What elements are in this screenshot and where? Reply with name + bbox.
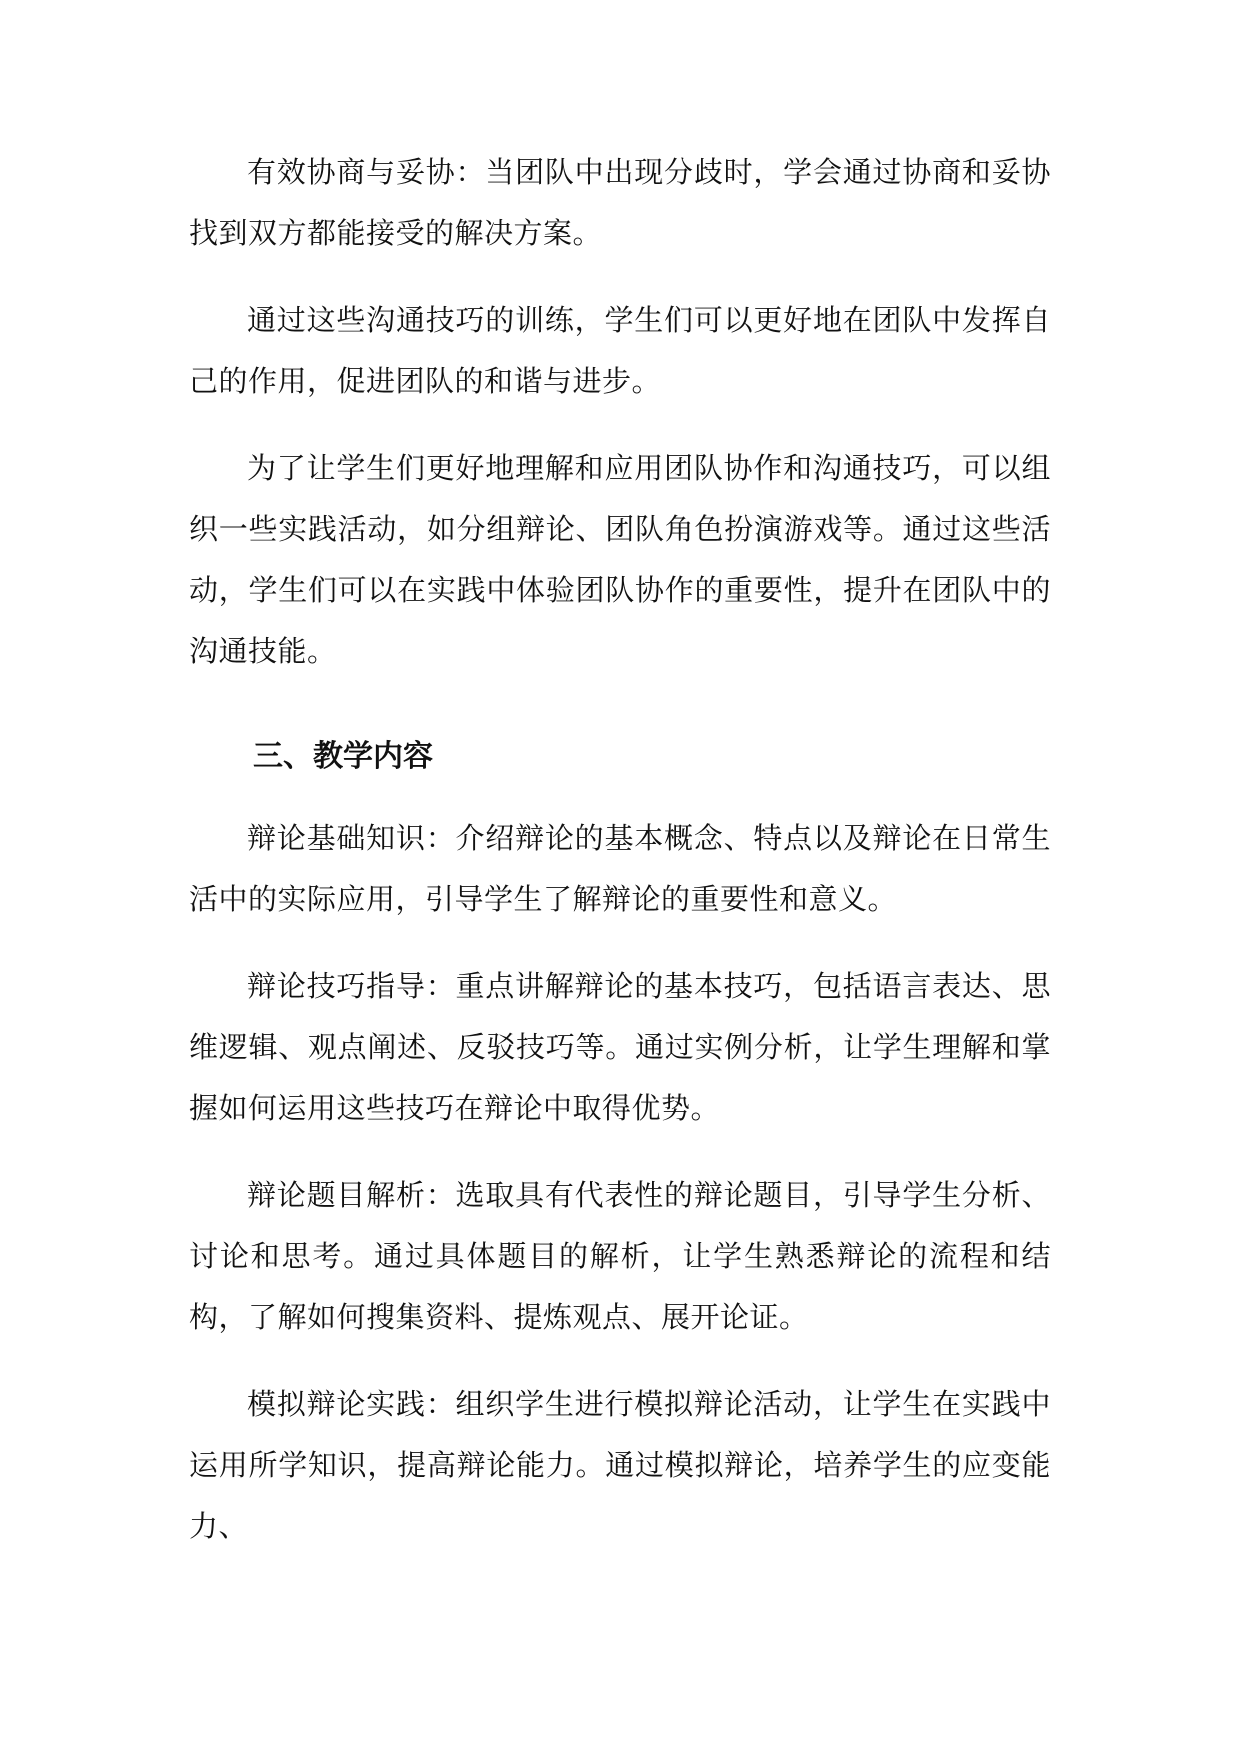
paragraph-debate-skills: 辩论技巧指导：重点讲解辩论的基本技巧，包括语言表达、思维逻辑、观点阐述、反驳技巧等。通过实例分析，让学生理解和掌握如何运用这些技巧在辩论中取得优势。 (189, 969, 1051, 1125)
paragraph-practice-activities: 为了让学生们更好地理解和应用团队协作和沟通技巧，可以组织一些实践活动，如分组辩论、团队角色扮演游戏等。通过这些活动，学生们可以在实践中体验团队协作的重要性，提升在团队中的沟通技能。 (189, 451, 1051, 668)
paragraph-mock-debate: 模拟辩论实践：组织学生进行模拟辩论活动，让学生在实践中运用所学知识，提高辩论能力。通过模拟辩论，培养学生的应变能力、 (189, 1387, 1051, 1543)
section-heading-teaching-content: 三、教学内容 (253, 739, 433, 774)
paragraph-debate-basics: 辩论基础知识：介绍辩论的基本概念、特点以及辩论在日常生活中的实际应用，引导学生了解辩论的重要性和意义。 (189, 821, 1051, 916)
paragraph-negotiation: 有效协商与妥协：当团队中出现分歧时，学会通过协商和妥协找到双方都能接受的解决方案。 (189, 155, 1051, 250)
page-content (189, 142, 1051, 1583)
paragraph-communication-training: 通过这些沟通技巧的训练，学生们可以更好地在团队中发挥自己的作用，促进团队的和谐与进步。 (189, 303, 1051, 398)
paragraph-debate-topics: 辩论题目解析：选取具有代表性的辩论题目，引导学生分析、讨论和思考。通过具体题目的解析，让学生熟悉辩论的流程和结构，了解如何搜集资料、提炼观点、展开论证。 (189, 1178, 1051, 1334)
